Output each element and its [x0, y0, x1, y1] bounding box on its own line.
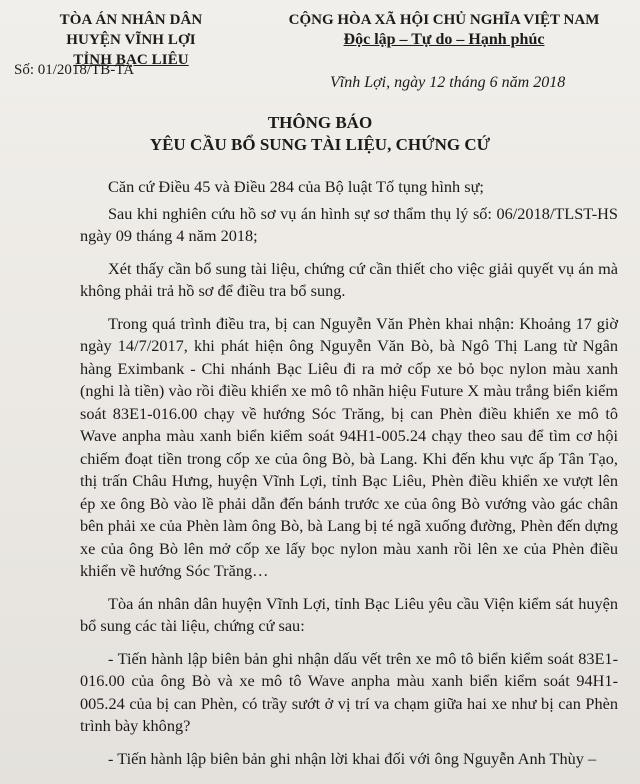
- paragraph-facts: Trong quá trình điều tra, bị can Nguyễn Văn Phèn khai nhận: Khoảng 17 giờ ngày 14/7/2017, khi phát hiện ông Nguyễn Văn Bò, bà Ngô Thị Lang từ Ngân hàng Eximbank - Chi nhánh Bạc Liêu đi ra mở cốp xe bỏ bọc nylon màu xanh (nghi là tiền) vào rồi điều khiển xe mô tô nhãn hiệu Future X màu trắng biển kiểm soát 83E1-016.00 chạy về hướng Sóc Trăng, bị can Phèn điều khiển xe mô tô Wave anpha màu xanh biển kiểm soát 94H1-005.24 chạy theo sau để tìm cơ hội chiếm đoạt tiền trong cốp xe của ông Bò, bà Lang. Khi đến khu vực ấp Tân Tạo, thị trấn Châu Hưng, huyện Vĩnh Lợi, tỉnh Bạc Liêu, Phèn điều khiển xe vượt lên ép xe ông Bò vào lề phải dẫn đến bánh trước xe của ông Bò vướng vào gác chân bên phải xe của Phèn làm ông Bò, bà Lang bị té ngã xuống đường, Phèn đến dựng xe của ông Bò lên mở cốp xe lấy bọc nylon màu xanh rồi lên xe của Phèn điều khiển về hướng Sóc Trăng…: [80, 313, 618, 580]
- paragraph-reason: Xét thấy cần bổ sung tài liệu, chứng cứ cần thiết cho việc giải quyết vụ án mà không phải trả hồ sơ để điều tra bổ sung.: [80, 258, 618, 300]
- document-title: [0, 112, 640, 156]
- document-number: Số: 01/2018/TB-TA: [14, 62, 135, 78]
- paragraph-item-2: - Tiến hành lập biên bản ghi nhận lời khai đối với ông Nguyễn Anh Thùy –: [108, 748, 597, 768]
- paragraph-item-1: - Tiến hành lập biên bản ghi nhận dấu vết trên xe mô tô biển kiểm soát 83E1-016.00 của ông Bò và xe mô tô Wave anpha màu xanh biển kiểm soát 94H1-005.24 của bị can Phèn, có trầy sướt ở vị trí va chạm giữa hai xe như bị can Phèn trình bày không?: [80, 648, 618, 735]
- paragraph-case-review: Sau khi nghiên cứu hồ sơ vụ án hình sự sơ thẩm thụ lý số: 06/2018/TLST-HS ngày 09 tháng 4 năm 2018;: [80, 203, 618, 245]
- national-motto: Độc lập – Tự do – Hạnh phúc: [343, 31, 545, 48]
- country-name: CỘNG HÒA XÃ HỘI CHỦ NGHĨA VIỆT NAM: [288, 12, 600, 28]
- court-name-line1: TÒA ÁN NHÂN DÂN: [59, 12, 203, 28]
- court-header: [0, 10, 262, 70]
- national-header: [248, 10, 640, 50]
- title-line1: THÔNG BÁO: [267, 113, 373, 132]
- court-name-line3: TỈNH BẠC LIÊU: [73, 52, 189, 68]
- paragraph-legal-basis: Căn cứ Điều 45 và Điều 284 của Bộ luật Tố tụng hình sự;: [108, 177, 484, 196]
- document-body: [80, 176, 618, 780]
- court-name-line2: HUYỆN VĨNH LỢI: [66, 32, 196, 48]
- title-line2: YÊU CẦU BỔ SUNG TÀI LIỆU, CHỨNG CỨ: [149, 135, 491, 154]
- issue-date: Vĩnh Lợi, ngày 12 tháng 6 năm 2018: [330, 74, 566, 91]
- paragraph-request: Tòa án nhân dân huyện Vĩnh Lợi, tỉnh Bạc Liêu yêu cầu Viện kiểm sát huyện bổ sung các tài liệu, chứng cứ sau:: [80, 593, 618, 635]
